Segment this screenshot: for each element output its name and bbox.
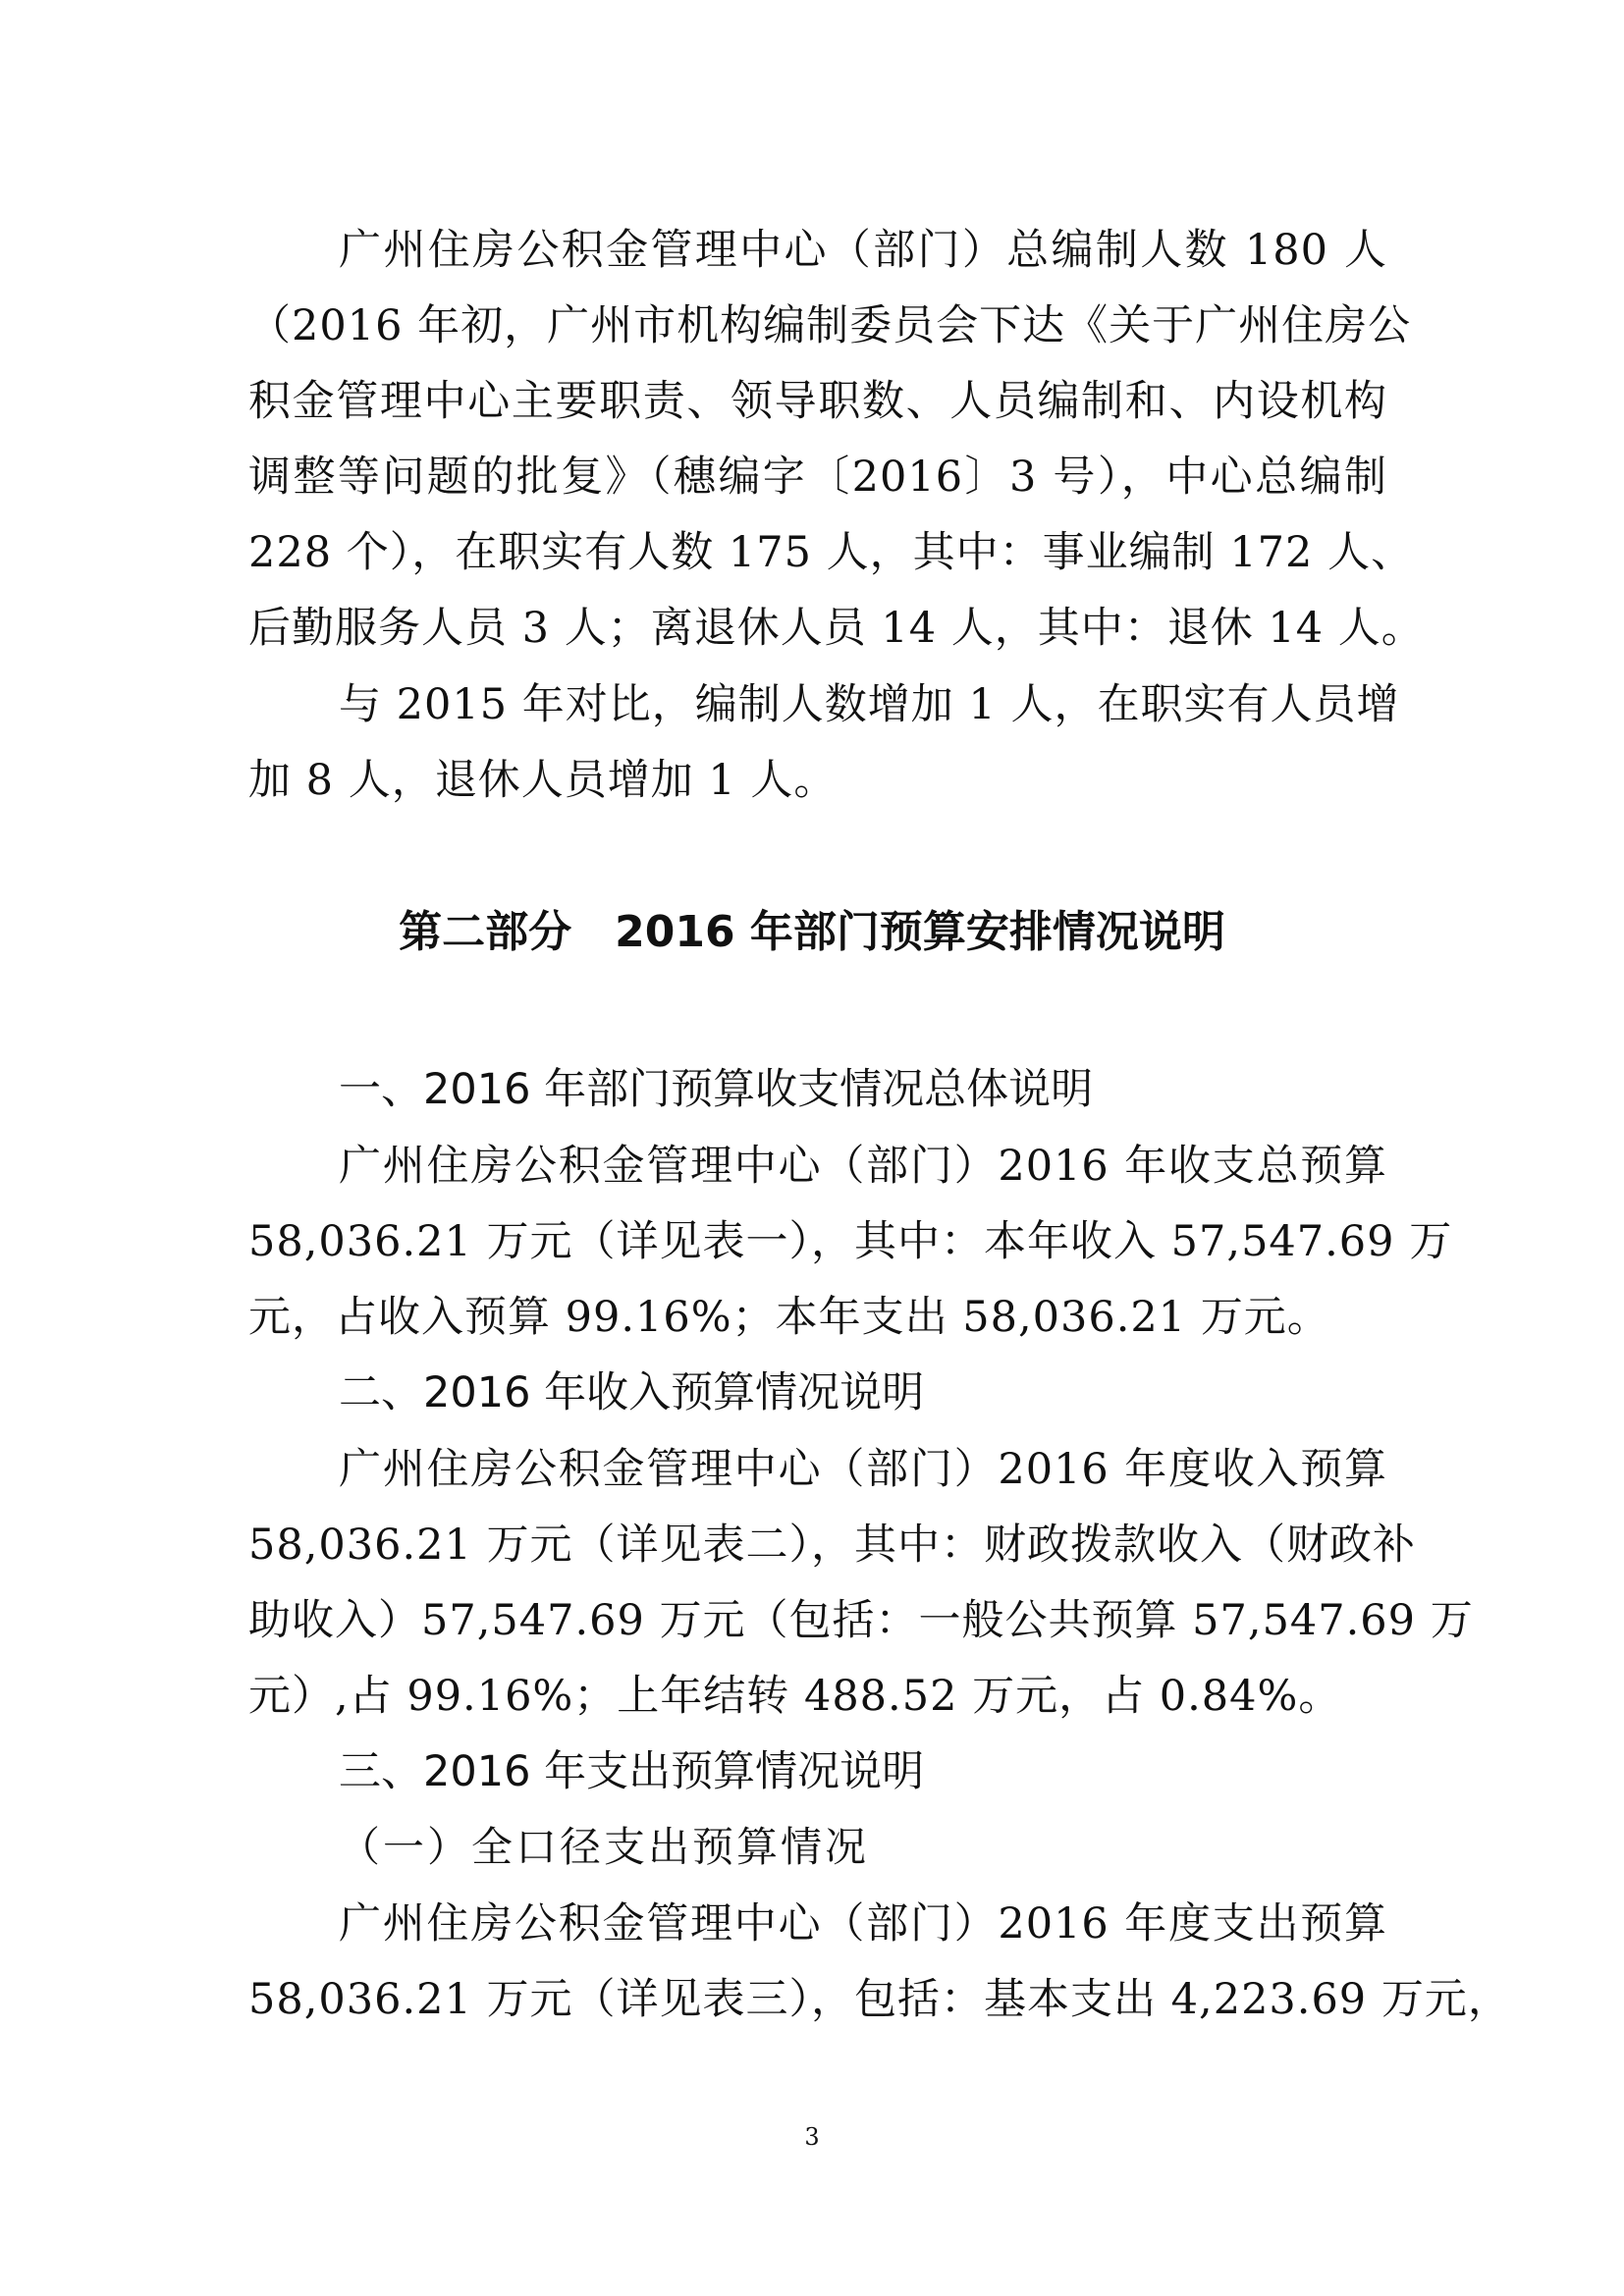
section-heading-2: 二、2016 年收入预算情况说明 bbox=[339, 1368, 925, 1417]
paragraph-line: 广州住房公积金管理中心（部门）2016 年度收入预算 bbox=[339, 1445, 1387, 1494]
section-heading-3: 三、2016 年支出预算情况说明 bbox=[339, 1747, 925, 1796]
page-number: 3 bbox=[804, 2123, 820, 2151]
paragraph-line: 58,036.21 万元（详见表二），其中：财政拨款收入（财政补 bbox=[248, 1521, 1417, 1570]
paragraph-line: 后勤服务人员 3 人；离退休人员 14 人，其中：退休 14 人。 bbox=[248, 604, 1425, 653]
paragraph-line: 元，占收入预算 99.16%；本年支出 58,036.21 万元。 bbox=[248, 1293, 1330, 1342]
paragraph-line: 广州住房公积金管理中心（部门）2016 年收支总预算 bbox=[339, 1142, 1387, 1191]
paragraph-line: 228 个），在职实有人数 175 人，其中：事业编制 172 人、 bbox=[248, 528, 1415, 577]
paragraph-line: 与 2015 年对比，编制人数增加 1 人，在职实有人员增 bbox=[339, 680, 1400, 729]
paragraph-line: （2016 年初，广州市机构编制委员会下达《关于广州住房公 bbox=[248, 301, 1412, 350]
paragraph-line: 广州住房公积金管理中心（部门）总编制人数 180 人 bbox=[339, 226, 1387, 275]
paragraph-line: 元）,占 99.16%；上年结转 488.52 万元，占 0.84%。 bbox=[248, 1672, 1342, 1721]
paragraph-line: 加 8 人，退休人员增加 1 人。 bbox=[248, 756, 838, 805]
paragraph-line: 58,036.21 万元（详见表三），包括：基本支出 4,223.69 万元， bbox=[248, 1975, 1511, 2024]
paragraph-line: 广州住房公积金管理中心（部门）2016 年度支出预算 bbox=[339, 1899, 1387, 1949]
paragraph-line: 调整等问题的批复》（穗编字〔2016〕3 号），中心总编制 bbox=[248, 453, 1387, 502]
section-heading-1: 一、2016 年部门预算收支情况总体说明 bbox=[339, 1065, 1094, 1114]
paragraph-line: 58,036.21 万元（详见表一），其中：本年收入 57,547.69 万 bbox=[248, 1217, 1453, 1266]
subsection-heading: （一）全口径支出预算情况 bbox=[339, 1823, 870, 1871]
paragraph-line: 积金管理中心主要职责、领导职数、人员编制和、内设机构 bbox=[248, 377, 1387, 426]
paragraph-line: 助收入）57,547.69 万元（包括：一般公共预算 57,547.69 万 bbox=[248, 1596, 1474, 1645]
part-title: 第二部分 2016 年部门预算安排情况说明 bbox=[399, 907, 1225, 957]
